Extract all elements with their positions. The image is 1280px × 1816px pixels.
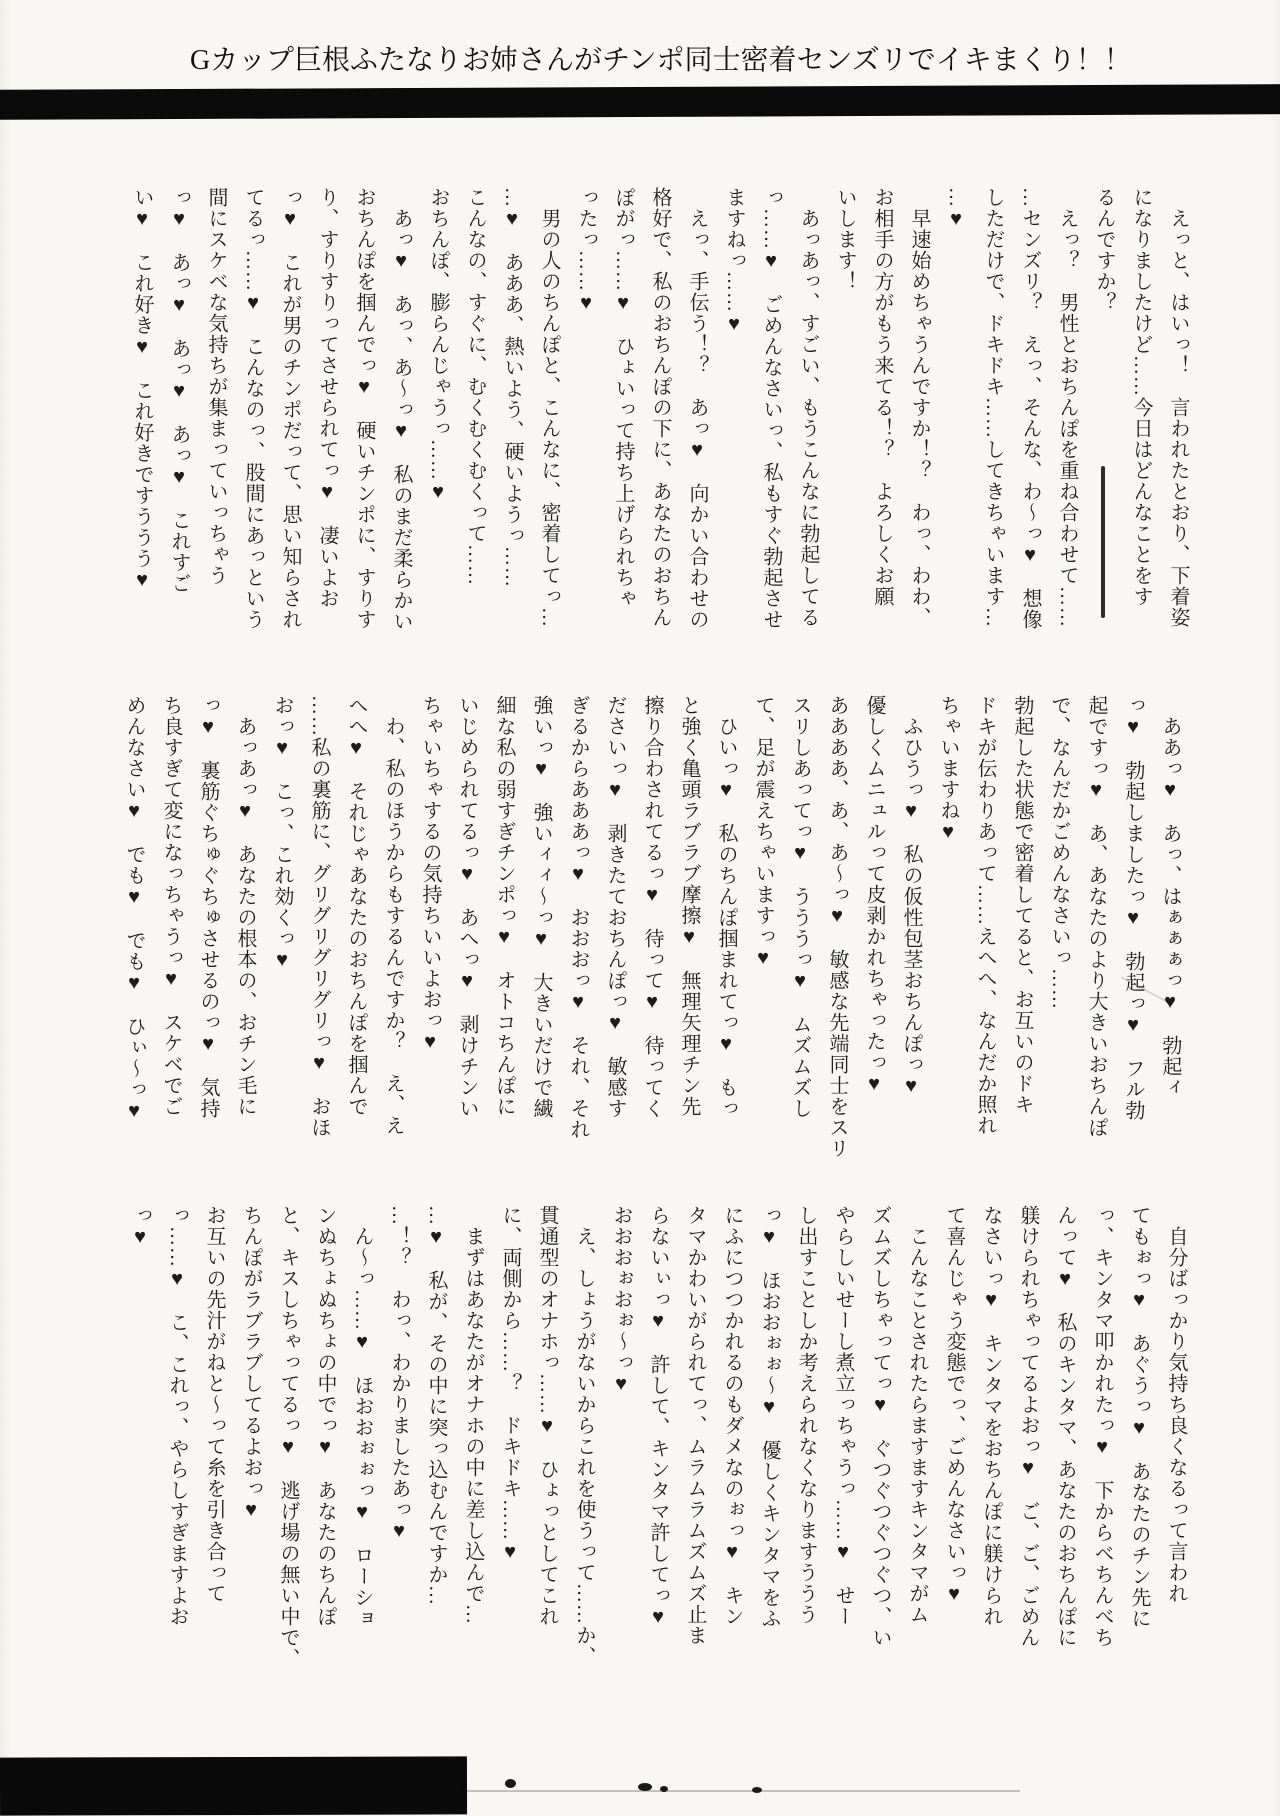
text-column: るんですか？ [1093, 187, 1115, 313]
text-column: なさいっ♥ キンタマをおちんぽに躾けられ [980, 1205, 1002, 1627]
text-column: やらしいせーし煮立っちゃうっ……♥ せー [832, 1205, 854, 1627]
text-column: で、なんだかごめんなさいっ…… [1048, 695, 1070, 1010]
text-column: …♥ あああ、熱いよう、硬いようっ…… [501, 187, 523, 588]
scan-artifact-bottom-bar [0, 1756, 467, 1815]
scan-artifact-blob [752, 1787, 762, 1793]
text-column: えっ？ 男性とおちんぽを重ね合わせて…… [1056, 187, 1078, 628]
text-column: っ♥ 裏筋ぐちゅぐちゅさせるのっ♥ 気持 [197, 695, 219, 1119]
text-column: まずはあなたがオナホの中に差し込んで… [462, 1205, 484, 1625]
text-column: めんなさい♥ でも♥ でも♥ ひぃ〜っ♥ [123, 695, 145, 1123]
scan-artifact-bottom-line [460, 1790, 1020, 1792]
text-column: あっあっ♥ あなたの根本の、おチン毛に [234, 695, 256, 1117]
text-column: 躾けられちゃってるよおっ♥ ご、ご、ごめん [1017, 1205, 1039, 1648]
text-column: 貫通型のオナホっ……♥ ひょっとしてこれ [536, 1205, 558, 1627]
text-column: し出すことしか考えられなくなりますううう [795, 1205, 817, 1625]
text-column: ん〜っ……♥ ほおおぉぉっ♥ ローショ [351, 1205, 373, 1629]
text-band-2 [107, 695, 1180, 1165]
text-column: っ、キンタマ叩かれたっ♥ 下からべちんべち [1091, 1205, 1113, 1648]
text-column: ちんぽがラブラブしてるよおっ♥ [240, 1205, 262, 1522]
text-column: 格好で、私のおちんぽの下に、あなたのおちん [649, 187, 671, 628]
text-column: え、しょうがないからこれを使うって……か、 [573, 1205, 595, 1667]
text-column: えっと、はいっ！ 言われたとおり、下着姿 [1167, 187, 1189, 628]
text-column: と、キスしちゃってるっ♥ 逃げ場の無い中で、 [277, 1205, 299, 1669]
text-column: お相手の方がもう来てる！？ よろしくお願 [871, 187, 893, 607]
text-column: っ♥ ほおおぉぉ〜♥ 優しくキンタマをふ [758, 1205, 780, 1629]
text-column: り、すりすりってさせられてっ♥ 凄いよお [316, 187, 338, 609]
text-column: …♥ 私が、その中に突っ込むんですか… [425, 1205, 447, 1606]
text-column: …センズリ？ えっ、そんな、わ〜っ♥ 想像 [1019, 187, 1041, 630]
text-column: 自分ばっかり気持ち良くなるって言われ [1165, 1205, 1187, 1604]
text-column: と強く亀頭ラブラブ摩擦♥ 無理矢理チン先 [678, 695, 700, 1117]
text-column: ……私の裏筋に、グリグリグリグリっ♥ おほ [308, 695, 330, 1138]
text-column: てもぉっ♥ あぐうっ♥ あなたのチン先に [1128, 1205, 1150, 1629]
text-column: っ♥ 勃起しましたっ♥ 勃起っ♥ フル勃 [1122, 695, 1144, 1121]
text-column: らないぃっ♥ 許して、キンタマ許してっ♥ [647, 1205, 669, 1629]
text-column: っ……♥ こ、これっ、やらしすぎますよお [166, 1205, 188, 1627]
text-column: ああっ♥ あっ、はぁぁぁっ♥ 勃起ィ [1159, 695, 1181, 1098]
text-column: タマかわいがられてっ、ムラムラムズムズ止ま [684, 1205, 706, 1646]
text-column: ちゃいちゃするの気持ちいいよおっ♥ [419, 695, 441, 1054]
text-column: 起ですっ♥ あ、あなたのより大きいおちんぽ [1085, 695, 1107, 1138]
text-column: 擦り合わされてるっ♥ 待って♥ 待ってく [641, 695, 663, 1119]
text-column: 細な私の弱すぎチンポっ♥ オトコちんぽに [493, 695, 515, 1117]
text-column: …！？ わっ、わかりましたあっ♥ [388, 1205, 410, 1543]
text-column: 男の人のちんぽと、こんなに、密着してっ… [538, 187, 560, 628]
text-column: い♥ これ好き♥ これ好きですううう♥ [131, 187, 153, 592]
text-column: おちんぽ、膨らんじゃうっ……♥ [427, 187, 449, 504]
text-column: いします！ [834, 187, 856, 292]
scan-artifact-blob [660, 1786, 668, 1792]
text-column: あっ♥ あっ、あ〜っ♥ 私のまだ柔らかい [390, 187, 412, 632]
text-column: になりましたけど……今日はどんなことをす [1130, 187, 1152, 607]
text-column: おおおぉおぉ〜っ♥ [610, 1205, 632, 1396]
text-column: いじめられてるっ♥ あへっ♥ 剥けチンい [456, 695, 478, 1119]
text-column: お互いの先汁がねと〜って糸を引き合って [203, 1205, 225, 1604]
text-column: っ♥ これが男のチンポだって、思い知らされ [279, 187, 301, 630]
text-column: っ……♥ ごめんなさいっ、私もすぐ勃起させ [760, 187, 782, 630]
text-column: ふひうっ♥ 私の仮性包茎おちんぽっ♥ [900, 695, 922, 1098]
text-column: んって♥ 私のキンタマ、あなたのおちんぽに [1054, 1205, 1076, 1648]
text-column: ドキが伝わりあって……えへへ、なんだか照れ [974, 695, 996, 1136]
text-column: へへ♥ それじゃあなたのおちんぽを掴んで [345, 695, 367, 1117]
text-column: ち良すぎて変になっちゃうっ♥ スケベでご [160, 695, 182, 1117]
text-column: スリしあってっ♥ うううっ♥ ムズムズし [789, 695, 811, 1119]
text-column: てるっ……♥ こんなのっ、股間にあっという [242, 187, 264, 630]
text-column: て喜んじゃう変態でっ、ごめんなさいっ♥ [943, 1205, 965, 1606]
text-column: 勃起した状態で密着してると、お互いのドキ [1011, 695, 1033, 1115]
text-column: ますねっ……♥ [723, 187, 745, 336]
text-column: ぎるからあああっ♥ おおおっ♥ それ、それ [567, 695, 589, 1140]
text-column: あっあっ、すごい、もうこんなに勃起してる [797, 187, 819, 628]
text-column: わ、私のほうからもするんですか？ え、え [382, 695, 404, 1136]
title-divider-bar [0, 84, 1280, 120]
text-column: ちゃいますね♥ [937, 695, 959, 844]
scan-artifact-blob [505, 1779, 516, 1788]
text-column: ああああ、あ、あ〜っ♥ 敏感な先端同士をスリ [826, 695, 848, 1159]
text-column: えっ、手伝う！？ あっ♥ 向かい合わせの [686, 187, 708, 630]
text-column: 早速始めちゃうんですか！？ わっ、わわ、 [908, 187, 930, 628]
text-column: こんなの、すぐに、むくむくむくって…… [464, 187, 486, 586]
text-column: っ♥ [129, 1205, 151, 1249]
text-column: 強いっ♥ 強いィィ〜っ♥ 大きいだけで繊 [530, 695, 552, 1119]
scan-artifact-right-streak [1101, 466, 1105, 618]
text-column: ンぬちょぬちょの中でっ♥ あなたのちんぽ [314, 1205, 336, 1627]
page-title: Gカップ巨根ふたなりお姉さんがチンポ同士密着センズリでイキまくり！！ [190, 45, 1132, 76]
text-column: おっ♥ こっ、これ効くっ♥ [271, 695, 293, 972]
text-column: て、足が震えちゃいますっ♥ [752, 695, 774, 970]
text-column: ズムズしちゃってっ♥ ぐつぐつぐつぐつ、い [869, 1205, 891, 1648]
text-column: こんなことされたらますますキンタマがム [906, 1205, 928, 1625]
text-column: に、両側から……？ ドキドキ……♥ [499, 1205, 521, 1564]
text-column: にふにつつかれるのもダメなのぉっ♥ キン [721, 1205, 743, 1627]
text-column: …♥ [945, 187, 967, 231]
text-band-1 [115, 187, 1188, 665]
text-column: 優しくムニュルって皮剥かれちゃったっ♥ [863, 695, 885, 1096]
text-band-3 [113, 1205, 1186, 1705]
text-column: しただけで、ドキドキ……してきちゃいます… [982, 187, 1004, 628]
text-column: ぽがっ……♥ ひょいって持ち上げられちゃ [612, 187, 634, 609]
text-column: ったっ……♥ [575, 187, 597, 315]
text-column: っ♥ あっ♥ あっ♥ あっ♥ これすご [168, 187, 190, 594]
text-column: ださいっ♥ 剥きたておちんぽっ♥ 敏感す [604, 695, 626, 1119]
text-column: おちんぽを掴んでっ♥ 硬いチンポに、すりす [353, 187, 375, 630]
text-column: ひいっ♥ 私のちんぽ掴まれてっ♥ もっ [715, 695, 737, 1119]
text-column: 間にスケベな気持ちが集まっていっちゃう [205, 187, 227, 586]
scan-artifact-blob [638, 1783, 652, 1791]
